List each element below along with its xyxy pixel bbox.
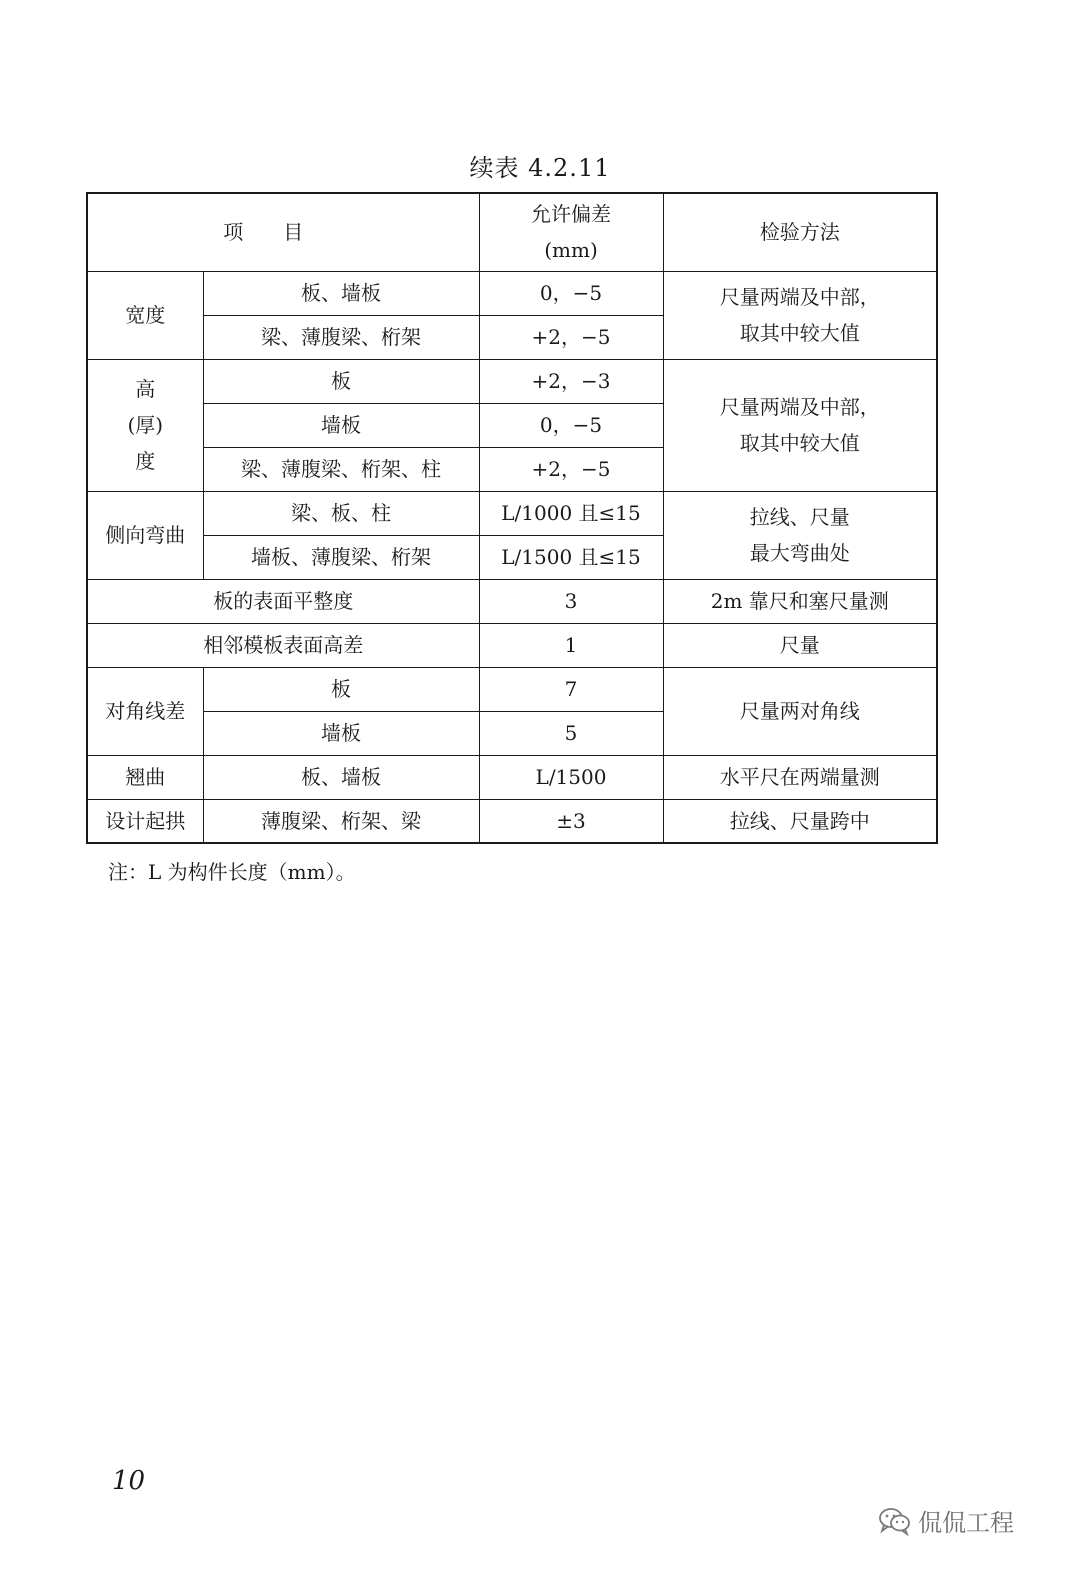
group-warp: 翘曲 [87, 755, 203, 799]
method-height-line2: 取其中较大值 [739, 431, 860, 455]
method-camber: 拉线、尺量跨中 [663, 799, 937, 843]
header-item: 项目 [87, 193, 479, 271]
method-lateral-bend-line2: 最大弯曲处 [749, 541, 850, 565]
group-height-line3: 度 [135, 449, 156, 473]
group-height-line1: 高 [135, 377, 156, 401]
method-warp: 水平尺在两端量测 [663, 755, 937, 799]
tolerance-cell: 5 [479, 711, 663, 755]
method-lateral-bend [663, 491, 937, 579]
group-diagonal: 对角线差 [87, 667, 203, 755]
watermark-text: 侃侃工程 [918, 1509, 1014, 1537]
header-tolerance-unit: (mm) [544, 238, 598, 263]
table-row [87, 667, 937, 711]
tolerance-cell: +2，−3 [479, 359, 663, 403]
item-cell: 梁、板、柱 [203, 491, 479, 535]
table-header-row [87, 193, 937, 271]
method-height-line1: 尺量两端及中部， [719, 395, 880, 419]
item-cell: 板、墙板 [203, 271, 479, 315]
tolerance-cell: +2，−5 [479, 447, 663, 491]
tolerance-cell: 3 [479, 579, 663, 623]
item-cell: 板、墙板 [203, 755, 479, 799]
tolerance-cell: +2，−5 [479, 315, 663, 359]
item-cell: 薄腹梁、桁架、梁 [203, 799, 479, 843]
group-camber: 设计起拱 [87, 799, 203, 843]
table-note: 注：L 为构件长度（mm）。 [108, 860, 356, 884]
tolerance-table [86, 192, 938, 844]
tolerance-cell: ±3 [479, 799, 663, 843]
item-cell: 墙板 [203, 403, 479, 447]
wechat-icon [878, 1506, 912, 1536]
table-row [87, 491, 937, 535]
item-cell: 梁、薄腹梁、桁架 [203, 315, 479, 359]
tolerance-cell: L/1000 且≤15 [479, 491, 663, 535]
header-tolerance [479, 193, 663, 271]
page-number: 10 [112, 1466, 146, 1496]
tolerance-cell: 7 [479, 667, 663, 711]
table-row [87, 799, 937, 843]
tolerance-cell: 1 [479, 623, 663, 667]
item-cell: 板 [203, 359, 479, 403]
tolerance-cell: L/1500 且≤15 [479, 535, 663, 579]
item-adjacent-diff: 相邻模板表面高差 [87, 623, 479, 667]
method-flatness: 2m 靠尺和塞尺量测 [663, 579, 937, 623]
tolerance-cell: 0，−5 [479, 271, 663, 315]
table-caption: 续表 4.2.11 [469, 154, 611, 182]
method-diagonal: 尺量两对角线 [663, 667, 937, 755]
tolerance-cell: L/1500 [479, 755, 663, 799]
method-width [663, 271, 937, 359]
method-height [663, 359, 937, 491]
method-adjacent-diff: 尺量 [663, 623, 937, 667]
tolerance-cell: 0，−5 [479, 403, 663, 447]
header-tolerance-line1: 允许偏差 [531, 202, 611, 227]
group-width: 宽度 [87, 271, 203, 359]
method-width-line2: 取其中较大值 [739, 321, 860, 345]
method-lateral-bend-line1: 拉线、尺量 [749, 505, 850, 529]
table-row [87, 359, 937, 403]
item-cell: 墙板、薄腹梁、桁架 [203, 535, 479, 579]
item-flatness: 板的表面平整度 [87, 579, 479, 623]
item-cell: 梁、薄腹梁、桁架、柱 [203, 447, 479, 491]
group-lateral-bend: 侧向弯曲 [87, 491, 203, 579]
table-row [87, 271, 937, 315]
header-method: 检验方法 [663, 193, 937, 271]
method-width-line1: 尺量两端及中部， [719, 285, 880, 309]
table-row [87, 755, 937, 799]
item-cell: 板 [203, 667, 479, 711]
group-height [87, 359, 203, 491]
item-cell: 墙板 [203, 711, 479, 755]
watermark [878, 1503, 1014, 1538]
group-height-line2: (厚) [127, 413, 164, 437]
table-row [87, 623, 937, 667]
table-row [87, 579, 937, 623]
